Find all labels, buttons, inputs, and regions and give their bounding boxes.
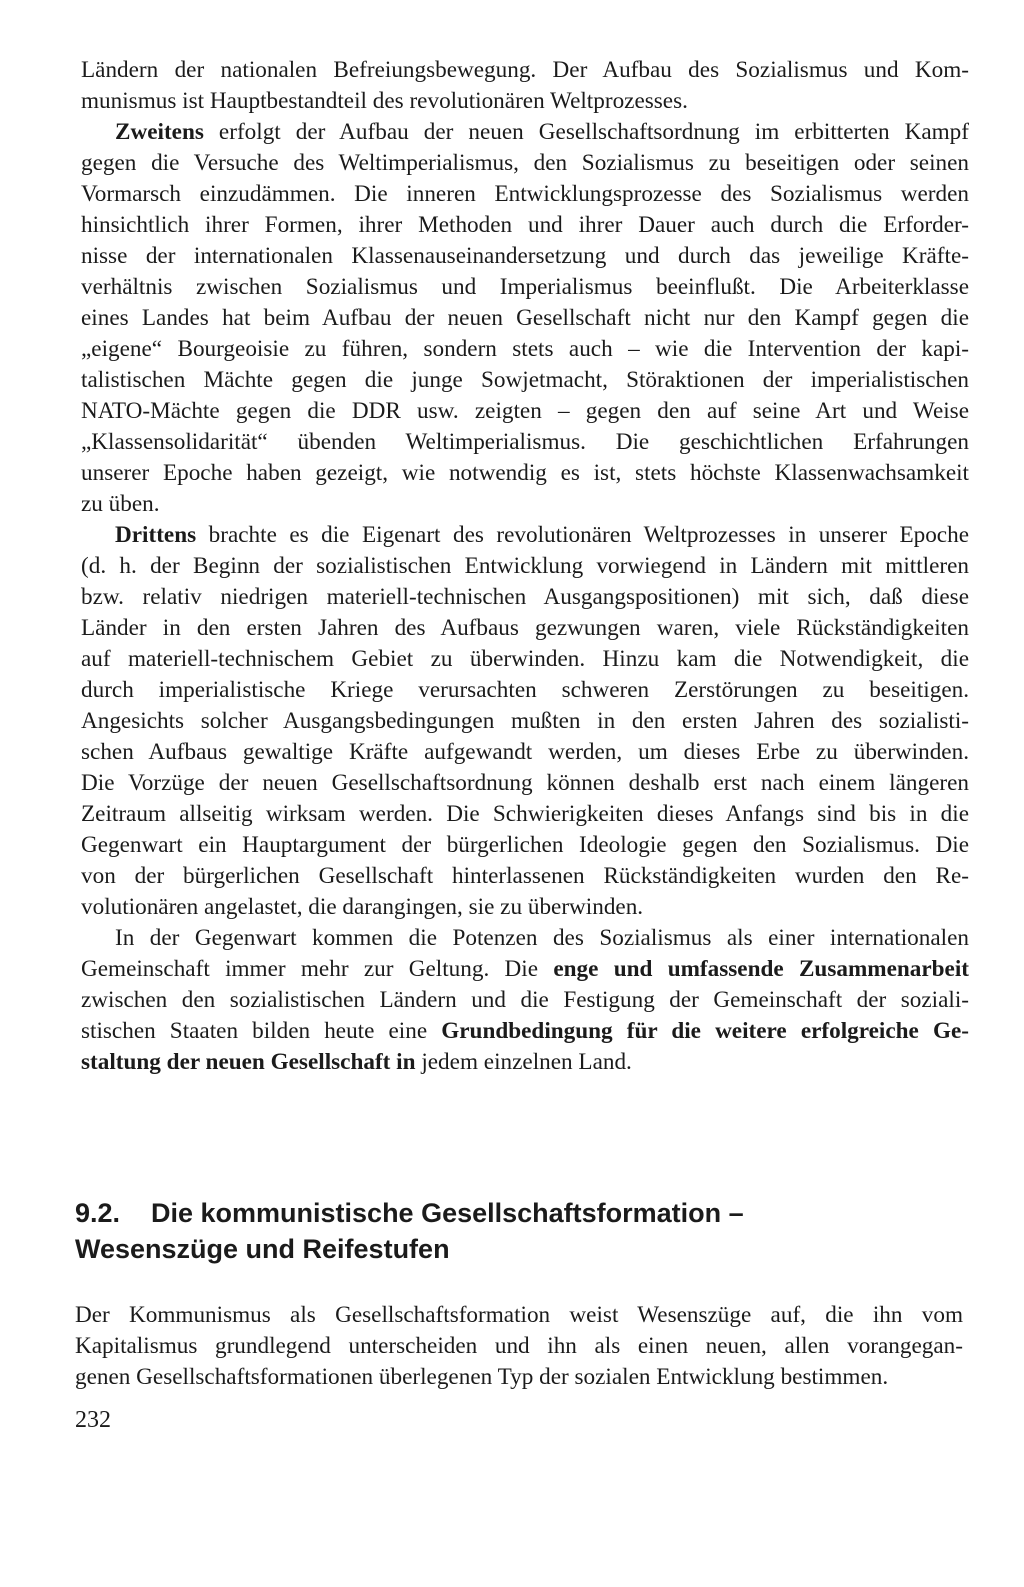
text-line: unserer Epoche haben gezeigt, wie notwendig es ist, stets höchste Klassenwachsamkeit: [81, 460, 969, 486]
text-segment: erfolgt der Aufbau der neuen Gesellschaftsordnung im erbitterten Kampf: [203, 119, 969, 145]
text-line: Vormarsch einzudämmen. Die inneren Entwicklungsprozesse des Sozialismus werden: [81, 181, 969, 207]
text-line: schen Aufbaus gewaltige Kräfte aufgewandt werden, um dieses Erbe zu überwinden.: [81, 739, 969, 765]
text-line: volutionären angelastet, die darangingen, sie zu überwinden.: [81, 894, 644, 920]
emphasis-text: staltung der neuen Gesellschaft in: [81, 1049, 416, 1075]
text-line: Länder in den ersten Jahren des Aufbaus gezwungen waren, viele Rückständigkeiten: [81, 615, 969, 641]
text-line: NATO-Mächte gegen die DDR usw. zeigten – gegen den auf seine Art und Weise: [81, 398, 969, 424]
section-title-line-2: Wesenszüge und Reifestufen: [75, 1234, 450, 1264]
text-line: gegen die Versuche des Weltimperialismus, den Sozialismus zu beseitigen oder seinen: [81, 150, 969, 176]
text-segment: brachte es die Eigenart des revolutionären Weltprozesses in unserer Epoche: [196, 522, 969, 548]
emphasis-text: Grundbedingung für die weitere erfolgreiche Ge-: [441, 1018, 969, 1044]
text-line: talistischen Mächte gegen die junge Sowjetmacht, Störaktionen der imperialistischen: [81, 367, 969, 393]
text-line: munismus ist Hauptbestandteil des revolutionären Weltprozesses.: [81, 88, 688, 114]
text-line: Ländern der nationalen Befreiungsbewegung. Der Aufbau des Sozialismus und Kom-: [81, 57, 969, 83]
text-line: [81, 520, 969, 551]
lead-word: Zweitens: [115, 119, 204, 145]
text-line: „Klassensolidarität“ übenden Weltimperialismus. Die geschichtlichen Erfahrungen: [81, 429, 969, 455]
main-text: [81, 55, 969, 1078]
text-segment: stischen Staaten bilden heute eine: [81, 1018, 442, 1044]
text-segment: jedem einzelnen Land.: [415, 1049, 632, 1075]
text-line: [81, 954, 969, 985]
text-line: auf materiell-technischem Gebiet zu überwinden. Hinzu kam die Notwendigkeit, die: [81, 646, 969, 672]
text-line: In der Gegenwart kommen die Potenzen des Sozialismus als einer internationalen: [115, 925, 969, 951]
text-line: von der bürgerlichen Gesellschaft hinterlassenen Rückständigkeiten wurden den Re-: [81, 863, 969, 889]
paragraph-2: [81, 117, 969, 520]
paragraph-4: [81, 923, 969, 1078]
text-line: zu üben.: [81, 491, 160, 517]
text-line: Die Vorzüge der neuen Gesellschaftsordnung können deshalb erst nach einem längeren: [81, 770, 969, 796]
intro-paragraph: [75, 1300, 963, 1393]
text-line: eines Landes hat beim Aufbau der neuen Gesellschaft nicht nur den Kampf gegen die: [81, 305, 969, 331]
page-number: 232: [75, 1407, 111, 1433]
text-line: genen Gesellschaftsformationen überlegenen Typ der sozialen Entwicklung bestimmen.: [75, 1364, 889, 1390]
intro-text: [75, 1300, 963, 1393]
emphasis-text: enge und umfassende Zusammenarbeit: [553, 956, 969, 982]
lead-word: Drittens: [115, 522, 197, 548]
text-line: [81, 117, 969, 148]
text-line: nisse der internationalen Klassenauseinandersetzung und durch das jeweilige Kräfte-: [81, 243, 969, 269]
text-line: Angesichts solcher Ausgangsbedingungen mußten in den ersten Jahren des sozialisti-: [81, 708, 969, 734]
section-heading: [75, 1195, 975, 1267]
paragraph-3: [81, 520, 969, 923]
section-title-line-1: Die kommunistische Gesellschaftsformation –: [151, 1198, 744, 1228]
text-line: [81, 1047, 969, 1078]
text-line: verhältnis zwischen Sozialismus und Imperialismus beeinflußt. Die Arbeiterklasse: [81, 274, 969, 300]
text-line: [81, 1016, 969, 1047]
text-line: zwischen den sozialistischen Ländern und die Festigung der Gemeinschaft der soziali-: [81, 987, 969, 1013]
text-line: (d. h. der Beginn der sozialistischen Entwicklung vorwiegend in Ländern mit mittleren: [81, 553, 969, 579]
text-line: hinsichtlich ihrer Formen, ihrer Methoden und ihrer Dauer auch durch die Erforder-: [81, 212, 969, 238]
text-line: Zeitraum allseitig wirksam werden. Die Schwierigkeiten dieses Anfangs sind bis in die: [81, 801, 969, 827]
text-line: Der Kommunismus als Gesellschaftsformation weist Wesenszüge auf, die ihn vom: [75, 1302, 963, 1328]
text-line: Kapitalismus grundlegend unterscheiden und ihn als einen neuen, allen vorangegan-: [75, 1333, 963, 1359]
text-line: durch imperialistische Kriege verursachten schweren Zerstörungen zu beseitigen.: [81, 677, 969, 703]
text-line: Gegenwart ein Hauptargument der bürgerlichen Ideologie gegen den Sozialismus. Die: [81, 832, 969, 858]
text-segment: Gemeinschaft immer mehr zur Geltung. Die: [81, 956, 554, 982]
section-number: 9.2.: [75, 1198, 121, 1228]
paragraph-1: [81, 55, 969, 117]
text-line: bzw. relativ niedrigen materiell-technischen Ausgangspositionen) mit sich, daß diese: [81, 584, 969, 610]
text-line: „eigene“ Bourgeoisie zu führen, sondern stets auch – wie die Intervention der kapi-: [81, 336, 969, 362]
